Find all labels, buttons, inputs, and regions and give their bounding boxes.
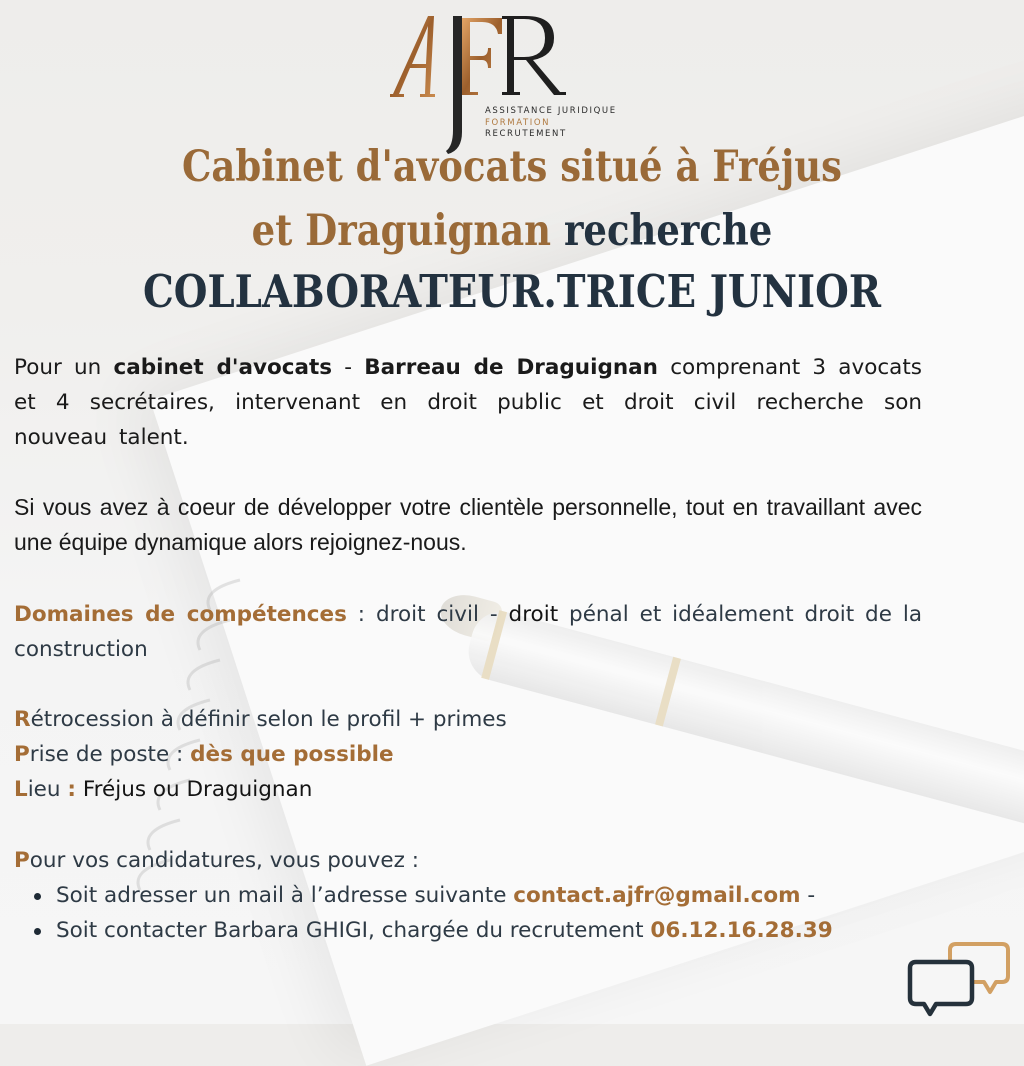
applications-intro bbox=[14, 843, 922, 878]
applications-list bbox=[14, 878, 922, 948]
applications-text: our vos candidatures, vous pouvez : bbox=[29, 848, 420, 873]
domains-paragraph bbox=[14, 597, 922, 667]
prise-initial: P bbox=[14, 742, 30, 767]
tagline-formation: FORMATION bbox=[485, 117, 551, 128]
applications-initial: P bbox=[14, 848, 30, 873]
phone-instruction: Soit contacter Barbara GHIGI, chargée du recrutement bbox=[56, 918, 651, 943]
details-block bbox=[14, 702, 922, 807]
intro-paragraph bbox=[14, 350, 922, 455]
list-item-email bbox=[34, 878, 922, 913]
domain-civil: droit civil bbox=[375, 602, 479, 627]
intro-bar: Barreau de Draguignan bbox=[364, 355, 658, 380]
domain-penal-construction: pénal et idéalement droit de la construction bbox=[14, 602, 922, 662]
phone-link[interactable]: 06.12.16.28.39 bbox=[650, 918, 833, 943]
start-date-line bbox=[14, 737, 922, 772]
motivation-paragraph: Si vous avez à coeur de développer votre clientèle personnelle, tout en travaillant avec une équipe dynamique alors rejoignez-nous. bbox=[14, 494, 922, 555]
intro-firm: cabinet d'avocats bbox=[113, 355, 333, 380]
lieu-colon: : bbox=[67, 777, 76, 802]
domains-dash: - bbox=[478, 602, 509, 627]
ajfr-logo bbox=[390, 14, 650, 156]
intro-separator: - bbox=[332, 355, 365, 380]
start-date-value: dès que possible bbox=[190, 742, 394, 767]
lieu-label: ieu bbox=[27, 777, 68, 802]
list-item-phone bbox=[34, 913, 922, 948]
domains-label: Domaines de compétences bbox=[14, 602, 347, 627]
email-instruction: Soit adresser un mail à l’adresse suivante bbox=[56, 883, 514, 908]
headline-line-1: Cabinet d'avocats situé à Fréjus bbox=[182, 142, 842, 192]
email-link[interactable]: contact.ajfr@gmail.com bbox=[513, 883, 801, 908]
logo-tagline bbox=[485, 106, 617, 141]
location-value: Fréjus ou Draguignan bbox=[75, 777, 313, 802]
lieu-initial: L bbox=[14, 777, 28, 802]
retrocession-line bbox=[14, 702, 922, 737]
tagline-assistance: ASSISTANCE JURIDIQUE bbox=[485, 106, 617, 116]
prise-label: rise de poste : bbox=[29, 742, 191, 767]
email-suffix: - bbox=[800, 883, 816, 908]
job-title: COLLABORATEUR.TRICE JUNIOR bbox=[142, 265, 882, 318]
retro-initial: R bbox=[14, 707, 31, 732]
headline-line-2 bbox=[72, 206, 953, 256]
intro-prefix: Pour un bbox=[14, 355, 102, 380]
intro-description: comprenant 3 avocats et 4 secrétaires, intervenant en droit public et droit civil recherche son nouveau talent. bbox=[14, 355, 922, 450]
domains-colon: : bbox=[346, 602, 376, 627]
headline-verb: recherche bbox=[563, 206, 773, 256]
tagline-recrutement: RECRUTEMENT bbox=[485, 129, 567, 139]
location-line bbox=[14, 772, 922, 807]
retro-text: étrocession à définir selon le profil + primes bbox=[30, 707, 507, 732]
headline-location: et Draguignan bbox=[251, 206, 552, 256]
chat-bubbles-icon bbox=[906, 940, 1014, 1020]
domain-droit: droit bbox=[508, 602, 559, 627]
applications-block bbox=[14, 843, 922, 948]
